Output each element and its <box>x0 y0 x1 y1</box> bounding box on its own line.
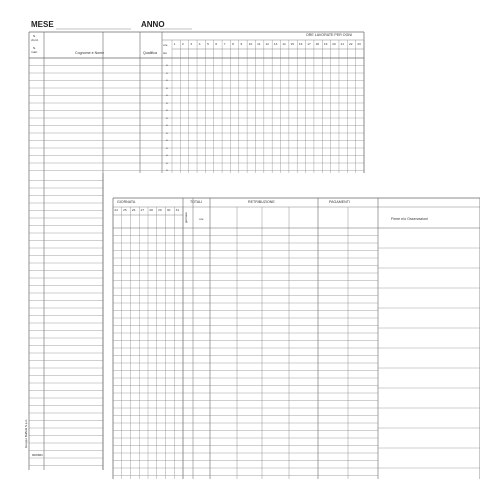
day-number: 11 <box>257 42 261 46</box>
row-mark: o <box>166 153 168 157</box>
row-mark: o <box>166 138 168 142</box>
day-number: 15 <box>290 42 294 46</box>
row-mark: o <box>166 108 168 112</box>
month-label: MESE <box>31 20 54 29</box>
firme-label: Firme e/o Osservazioni <box>391 217 428 221</box>
day-number: 5 <box>207 42 209 46</box>
row-mark: o <box>166 145 168 150</box>
right-day-number: 31 <box>175 208 180 212</box>
row-label-sto: sto <box>163 51 168 55</box>
year-label: ANNO <box>141 20 165 29</box>
row-mark: o <box>166 160 168 165</box>
day-number: 12 <box>265 42 269 46</box>
day-number: 22 <box>348 42 353 46</box>
day-number: 23 <box>357 42 361 46</box>
day-number: 18 <box>315 42 320 46</box>
col-name-label: Cognome e Nome <box>75 51 105 55</box>
row-mark: o <box>166 93 168 97</box>
day-number: 3 <box>190 42 193 46</box>
col-mat-label-2: matr. <box>31 50 38 54</box>
row-label-ore: ore <box>163 43 168 47</box>
day-number: 13 <box>273 42 278 46</box>
right-day-number: 29 <box>158 208 162 212</box>
row-mark: o <box>166 123 168 127</box>
pagamenti-title: PAGAMENTI <box>329 200 350 204</box>
form-code: 00/0661 <box>32 453 43 457</box>
day-number: 8 <box>232 42 234 46</box>
right-day-number: 30 <box>166 208 171 212</box>
col-number-label-1: N. <box>33 34 37 38</box>
giornata-title: GIORNATA <box>117 200 136 204</box>
ore-label: ore <box>199 217 204 221</box>
row-mark: o <box>166 100 168 105</box>
day-number: 19 <box>323 42 328 46</box>
right-day-number: 27 <box>140 208 145 212</box>
right-day-number: 25 <box>123 208 127 212</box>
right-day-number: 28 <box>149 208 153 212</box>
day-number: 9 <box>240 42 243 46</box>
day-number: 20 <box>332 42 336 46</box>
day-number: 10 <box>248 42 253 46</box>
row-mark: o <box>166 168 168 172</box>
day-number: 2 <box>182 42 184 46</box>
retribuzione-title: RETRIBUZIONE <box>248 200 275 204</box>
col-qualifica-label: Qualifica <box>143 51 157 55</box>
row-mark: o <box>166 70 168 75</box>
day-number: 1 <box>173 42 176 46</box>
day-number: 16 <box>298 42 303 46</box>
row-mark: o <box>166 130 168 135</box>
giornate-label: giornate <box>184 212 188 223</box>
col-number-label-2: d'ord. <box>31 38 39 42</box>
col-mat-label-1: N. <box>33 46 37 50</box>
day-number: 4 <box>198 42 201 46</box>
day-number: 21 <box>340 42 345 46</box>
row-mark: o <box>166 63 168 67</box>
day-number: 17 <box>307 42 311 46</box>
publisher-label: Gruppo Buffetti S.p.A. <box>24 418 28 448</box>
day-number: 7 <box>223 42 226 46</box>
day-number: 14 <box>282 42 286 46</box>
right-day-number: 24 <box>114 208 118 212</box>
row-mark: o <box>166 115 168 120</box>
row-mark: o <box>166 78 168 82</box>
ore-giornata-title: ORE LAVORATE PER OGNI <box>306 33 352 37</box>
right-day-number: 26 <box>131 208 136 212</box>
day-number: 6 <box>215 42 218 46</box>
totali-title: TOTALI <box>190 200 203 204</box>
row-mark: o <box>166 85 168 90</box>
